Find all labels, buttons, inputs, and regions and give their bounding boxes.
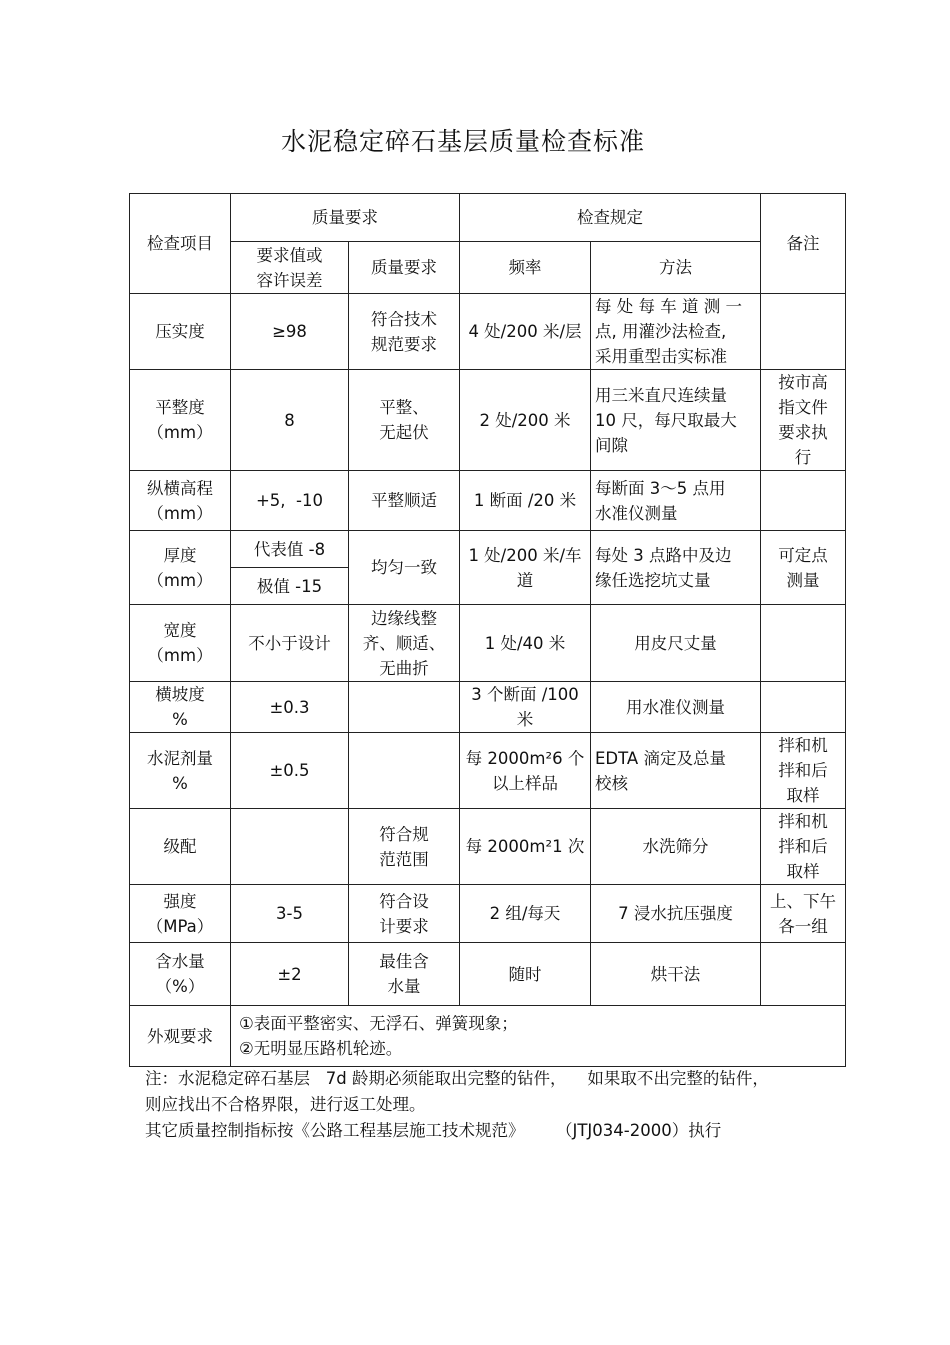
quality-cell: 符合技术 规范要求 (349, 294, 460, 370)
subheader-row (130, 242, 846, 294)
frequency-cell: 1 处/200 米/车 道 (460, 531, 591, 605)
header-req-value: 要求值或 容许误差 (231, 242, 349, 294)
frequency-cell: 2 组/每天 (460, 885, 591, 943)
header-row (130, 194, 846, 242)
remark-cell (761, 471, 846, 531)
remark-cell: 拌和机 拌和后 取样 (761, 809, 846, 885)
remark-cell (761, 294, 846, 370)
item-cell: 宽度 （mm） (130, 605, 231, 682)
table-row (130, 809, 846, 885)
frequency-cell: 随时 (460, 943, 591, 1006)
item-cell: 级配 (130, 809, 231, 885)
item-cell: 含水量 （%） (130, 943, 231, 1006)
frequency-cell: 1 断面 /20 米 (460, 471, 591, 531)
frequency-cell: 2 处/200 米 (460, 370, 591, 471)
table-row (130, 531, 846, 568)
item-cell: 强度 （MPa） (130, 885, 231, 943)
item-cell: 水泥剂量 % (130, 733, 231, 809)
note-line: 其它质量控制指标按《公路工程基层施工技术规范》 （JTJ034-2000）执行 (145, 1121, 722, 1140)
header-remark: 备注 (761, 194, 846, 294)
table-row (130, 733, 846, 809)
header-inspection: 检查规定 (460, 194, 761, 242)
method-cell: 每处 3 点路中及边 缘任选挖坑丈量 (591, 531, 761, 605)
table-row (130, 682, 846, 733)
note-line: 则应找出不合格界限，进行返工处理。 (145, 1095, 426, 1114)
header-frequency: 频率 (460, 242, 591, 294)
value-cell: ±0.3 (231, 682, 349, 733)
frequency-cell: 每 2000m²1 次 (460, 809, 591, 885)
value-cell: ±0.5 (231, 733, 349, 809)
quality-standard-table (129, 193, 846, 1067)
method-cell: 水洗筛分 (591, 809, 761, 885)
item-cell: 压实度 (130, 294, 231, 370)
table-row (130, 885, 846, 943)
quality-cell (349, 682, 460, 733)
value-cell (231, 809, 349, 885)
method-cell: 用三米直尺连续量 10 尺，每尺取最大 间隙 (591, 370, 761, 471)
method-cell: EDTA 滴定及总量 校核 (591, 733, 761, 809)
quality-cell: 均匀一致 (349, 531, 460, 605)
method-cell: 用皮尺丈量 (591, 605, 761, 682)
value-cell: 3-5 (231, 885, 349, 943)
remark-cell: 上、下午 各一组 (761, 885, 846, 943)
method-cell: 用水准仪测量 (591, 682, 761, 733)
method-cell: 7 浸水抗压强度 (591, 885, 761, 943)
appearance-text: ①表面平整密实、无浮石、弹簧现象； ②无明显压路机轮迹。 (231, 1006, 846, 1067)
remark-cell (761, 682, 846, 733)
item-cell: 横坡度 % (130, 682, 231, 733)
frequency-cell: 4 处/200 米/层 (460, 294, 591, 370)
value-cell: 不小于设计 (231, 605, 349, 682)
frequency-cell: 3 个断面 /100 米 (460, 682, 591, 733)
value-cell: ≥98 (231, 294, 349, 370)
table-row (130, 943, 846, 1006)
item-cell: 平整度 （mm） (130, 370, 231, 471)
frequency-cell: 每 2000m²6 个 以上样品 (460, 733, 591, 809)
method-cell: 每 处 每 车 道 测 一 点, 用灌沙法检查, 采用重型击实标准 (591, 294, 761, 370)
frequency-cell: 1 处/40 米 (460, 605, 591, 682)
footnote (145, 1066, 835, 1144)
note-line: 注：水泥稳定碎石基层 7d 龄期必须能取出完整的钻件， 如果取不出完整的钻件， (145, 1069, 769, 1088)
page-title: 水泥稳定碎石基层质量检查标准 (280, 127, 645, 156)
table-row (130, 370, 846, 471)
header-item: 检查项目 (130, 194, 231, 294)
item-cell: 厚度 （mm） (130, 531, 231, 605)
quality-cell: 符合设 计要求 (349, 885, 460, 943)
appearance-row (130, 1006, 846, 1067)
remark-cell (761, 943, 846, 1006)
header-quality-req: 质量要求 (231, 194, 460, 242)
quality-cell: 符合规 范范围 (349, 809, 460, 885)
value-cell: 8 (231, 370, 349, 471)
quality-cell: 平整顺适 (349, 471, 460, 531)
value-cell: 代表值 -8 (231, 531, 349, 568)
quality-cell: 最佳含 水量 (349, 943, 460, 1006)
value-cell: +5, -10 (231, 471, 349, 531)
table-row (130, 471, 846, 531)
table-row (130, 294, 846, 370)
remark-cell: 按市高 指文件 要求执 行 (761, 370, 846, 471)
value-cell-extreme: 极值 -15 (231, 568, 349, 605)
item-cell: 纵横高程 （mm） (130, 471, 231, 531)
remark-cell (761, 605, 846, 682)
header-quality-sub: 质量要求 (349, 242, 460, 294)
value-cell: ±2 (231, 943, 349, 1006)
quality-cell (349, 733, 460, 809)
header-method: 方法 (591, 242, 761, 294)
appearance-item: 外观要求 (130, 1006, 231, 1067)
remark-cell: 可定点 测量 (761, 531, 846, 605)
table-row (130, 605, 846, 682)
method-cell: 烘干法 (591, 943, 761, 1006)
quality-cell: 平整、 无起伏 (349, 370, 460, 471)
method-cell: 每断面 3～5 点用 水准仪测量 (591, 471, 761, 531)
quality-cell: 边缘线整 齐、顺适、 无曲折 (349, 605, 460, 682)
remark-cell: 拌和机 拌和后 取样 (761, 733, 846, 809)
